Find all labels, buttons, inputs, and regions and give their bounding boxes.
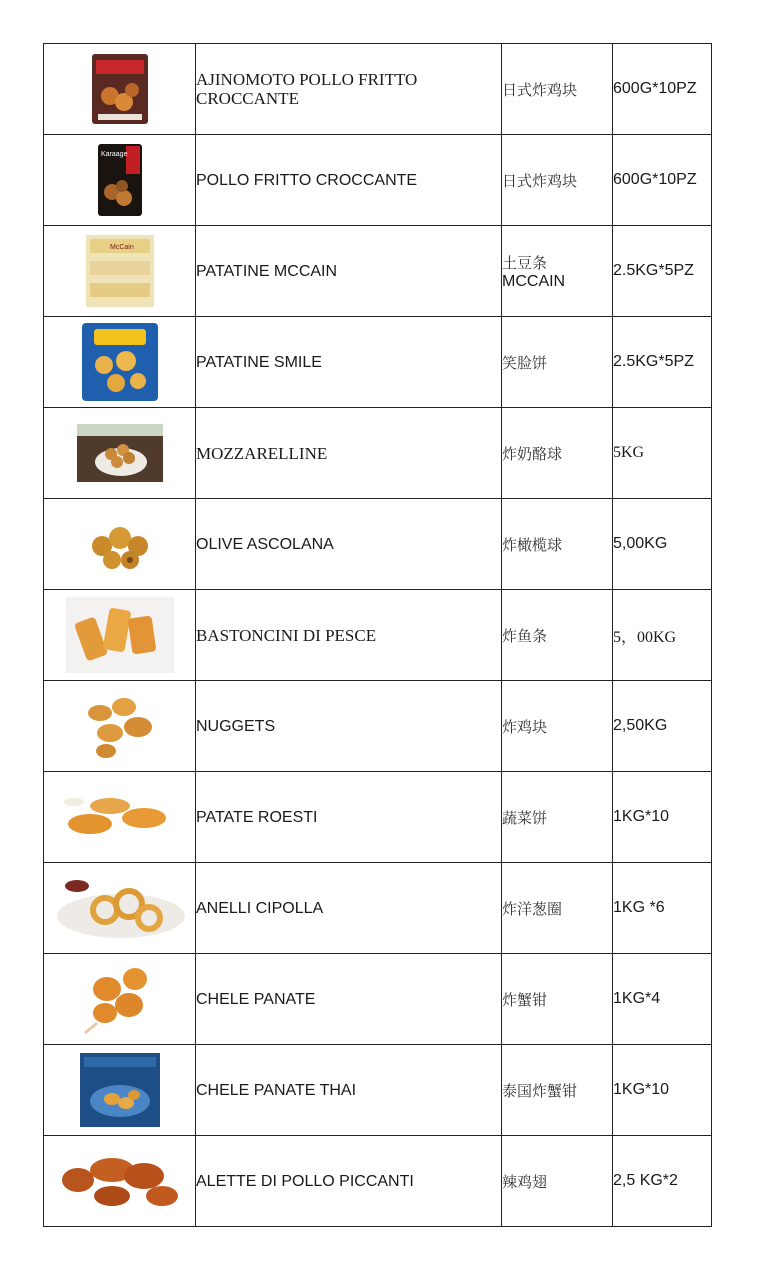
product-name-cn: 炸橄榄球	[502, 499, 613, 590]
package-size: 600G*10PZ	[613, 135, 712, 226]
product-name-cn-line: 土豆条	[502, 253, 548, 272]
karaage-bag-image	[44, 135, 196, 226]
product-name-cn	[502, 226, 613, 317]
table-row	[44, 681, 712, 772]
product-name-cn: 炸洋葱圈	[502, 863, 613, 954]
product-name: PATATE ROESTI	[196, 772, 502, 863]
product-name: PATATINE SMILE	[196, 317, 502, 408]
table-row	[44, 135, 712, 226]
table-row	[44, 1045, 712, 1136]
product-name: CHELE PANATE THAI	[196, 1045, 502, 1136]
mccain-logo: McCain	[109, 244, 134, 251]
table-row	[44, 499, 712, 590]
product-name: MOZZARELLINE	[196, 408, 502, 499]
table-row	[44, 226, 712, 317]
table-row	[44, 590, 712, 681]
product-name-cn: 炸蟹钳	[502, 954, 613, 1045]
table-row	[44, 954, 712, 1045]
product-name-cn: 日式炸鸡块	[502, 135, 613, 226]
table-row	[44, 408, 712, 499]
mccain-fries-bags-image	[44, 226, 196, 317]
product-name: BASTONCINI DI PESCE	[196, 590, 502, 681]
product-name-cn: 笑脸饼	[502, 317, 613, 408]
table-row	[44, 772, 712, 863]
package-size: 2.5KG*5PZ	[613, 317, 712, 408]
package-size: 1KG*10	[613, 1045, 712, 1136]
product-name: NUGGETS	[196, 681, 502, 772]
fish-sticks-image	[44, 590, 196, 681]
thai-crab-claws-box-image	[44, 1045, 196, 1136]
ajinomoto-bag-image	[44, 44, 196, 135]
product-name-cn: 炸鸡块	[502, 681, 613, 772]
product-name: POLLO FRITTO CROCCANTE	[196, 135, 502, 226]
product-name: AJINOMOTO POLLO FRITTO CROCCANTE	[196, 44, 502, 135]
product-name-cn: 辣鸡翅	[502, 1136, 613, 1227]
product-name-cn: 泰国炸蟹钳	[502, 1045, 613, 1136]
product-name: ANELLI CIPOLLA	[196, 863, 502, 954]
package-size: 2.5KG*5PZ	[613, 226, 712, 317]
product-brand: MCCAIN	[502, 272, 566, 290]
table-row	[44, 44, 712, 135]
package-size: 5KG	[613, 408, 712, 499]
crab-claws-image	[44, 954, 196, 1045]
fried-olives-image	[44, 499, 196, 590]
product-name: ALETTE DI POLLO PICCANTI	[196, 1136, 502, 1227]
package-size: 2,5 KG*2	[613, 1136, 712, 1227]
package-size: 5，00KG	[613, 590, 712, 681]
product-name-cn: 炸奶酪球	[502, 408, 613, 499]
package-size: 5,00KG	[613, 499, 712, 590]
onion-rings-image	[44, 863, 196, 954]
karaage-logo: Karaage	[100, 151, 127, 158]
product-name-cn: 炸鱼条	[502, 590, 613, 681]
smiles-bag-image	[44, 317, 196, 408]
package-size: 2,50KG	[613, 681, 712, 772]
package-size: 1KG*10	[613, 772, 712, 863]
product-name: OLIVE ASCOLANA	[196, 499, 502, 590]
product-name: CHELE PANATE	[196, 954, 502, 1045]
product-name: PATATINE MCCAIN	[196, 226, 502, 317]
package-size: 600G*10PZ	[613, 44, 712, 135]
chicken-wings-image	[44, 1136, 196, 1227]
table-row	[44, 1136, 712, 1227]
product-table	[43, 43, 712, 1227]
nuggets-image	[44, 681, 196, 772]
product-name-cn: 日式炸鸡块	[502, 44, 613, 135]
table-row	[44, 317, 712, 408]
mozzarella-balls-image	[44, 408, 196, 499]
roesti-image	[44, 772, 196, 863]
package-size: 1KG *6	[613, 863, 712, 954]
table-row	[44, 863, 712, 954]
package-size: 1KG*4	[613, 954, 712, 1045]
product-name-cn: 蔬菜饼	[502, 772, 613, 863]
